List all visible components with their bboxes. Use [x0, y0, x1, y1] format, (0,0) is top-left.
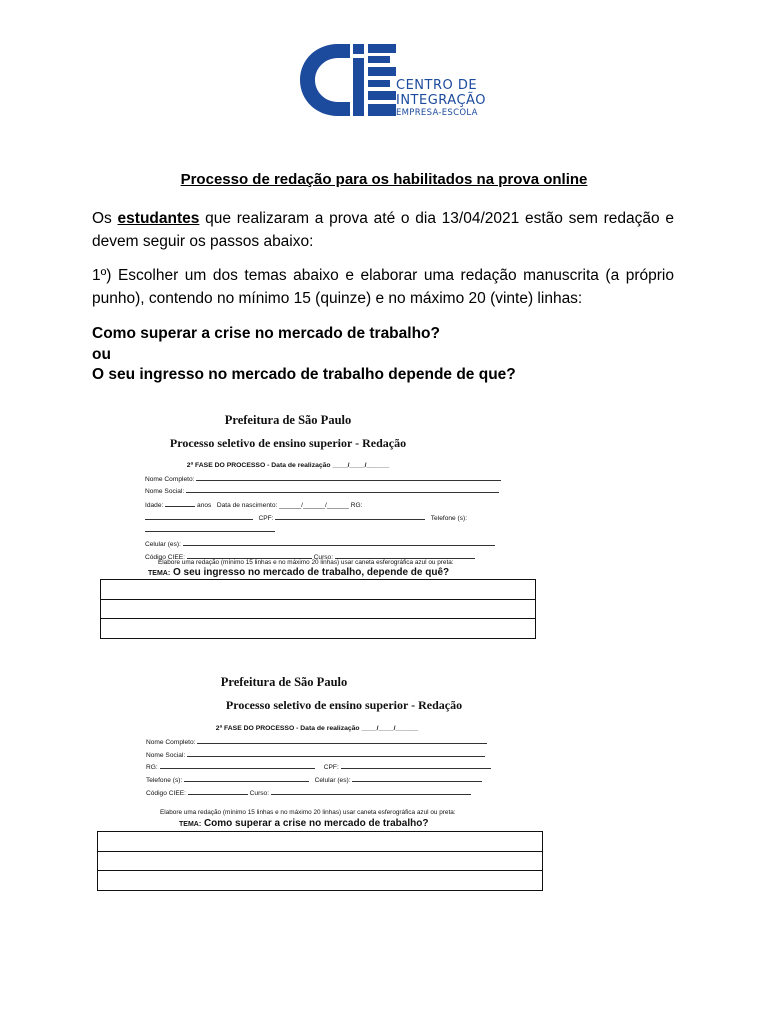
intro-pre: Os	[92, 210, 118, 227]
form1-instruction: Elabore uma redação (mínimo 15 linhas e no máximo 20 linhas) usar caneta esferográfica azul ou preta:	[158, 559, 454, 566]
form1-name-field: Nome Completo:	[145, 473, 501, 485]
form2-phase: 2ª FASE DO PROCESSO - Data de realização ____/____/______	[215, 725, 419, 732]
intro-post: que realizaram a prova até o dia 13/04/2021 estão sem redação e devem seguir os passos abaixo:	[92, 210, 674, 250]
form1-social-field: Nome Social:	[145, 485, 499, 497]
form2-code-field: Código CIEE: Curso:	[146, 787, 471, 799]
logo-line3: EMPRESA-ESCOLA	[396, 108, 478, 118]
form-sample-2	[97, 672, 543, 894]
form1-heading2: Processo seletivo de ensino superior - Redação	[169, 436, 407, 450]
form1-age-field: Idade: anos Data de nascimento: ______/______/______ RG:	[145, 499, 362, 511]
ciee-logo-mark-icon	[298, 40, 398, 120]
form1-extra-line	[145, 524, 275, 536]
intro-emphasis: estudantes	[117, 210, 200, 227]
form1-cell-field: Celular (es):	[145, 538, 495, 550]
topic-or: ou	[92, 346, 111, 363]
logo-line2: INTEGRAÇÃO	[396, 93, 486, 108]
logo-line1: CENTRO DE	[396, 78, 478, 93]
topic-1: Como superar a crise no mercado de trabalho?	[92, 325, 440, 342]
step1-paragraph: 1º) Escolher um dos temas abaixo e elaborar uma redação manuscrita (a próprio punho), contendo no mínimo 15 (quinze) e no máximo 20 (vinte) linhas:	[92, 267, 674, 307]
form1-phase: 2ª FASE DO PROCESSO - Data de realização ____/____/______	[186, 462, 390, 469]
form2-instruction: Elabore uma redação (mínimo 15 linhas e no máximo 20 linhas) usar caneta esferográfica azul ou preta:	[160, 809, 456, 816]
ciee-logo	[298, 40, 486, 120]
form1-answer-lines	[100, 579, 536, 639]
intro-paragraph	[92, 207, 674, 253]
form1-heading1: Prefeitura de São Paulo	[224, 413, 352, 427]
form2-heading2: Processo seletivo de ensino superior - Redação	[225, 698, 463, 712]
form-sample-1	[100, 410, 540, 640]
topic-2: O seu ingresso no mercado de trabalho depende de que?	[92, 366, 516, 383]
form1-cpf-field: CPF: Telefone (s):	[145, 512, 467, 524]
form2-heading1: Prefeitura de São Paulo	[220, 675, 348, 689]
page-title: Processo de redação para os habilitados na prova online	[180, 171, 588, 188]
form2-answer-lines	[97, 831, 543, 891]
form1-tema: TEMA: O seu ingresso no mercado de trabalho, depende de quê?	[148, 567, 450, 578]
form2-rg-cpf-field: RG: CPF:	[146, 761, 491, 773]
form2-social-field: Nome Social:	[146, 749, 485, 761]
form1-code-field: Código CIEE: Curso:	[145, 551, 475, 563]
form2-name-field: Nome Completo:	[146, 736, 487, 748]
form2-phone-cell-field: Telefone (s): Celular (es):	[146, 774, 482, 786]
form2-tema: TEMA: Como superar a crise no mercado de trabalho?	[179, 818, 429, 829]
